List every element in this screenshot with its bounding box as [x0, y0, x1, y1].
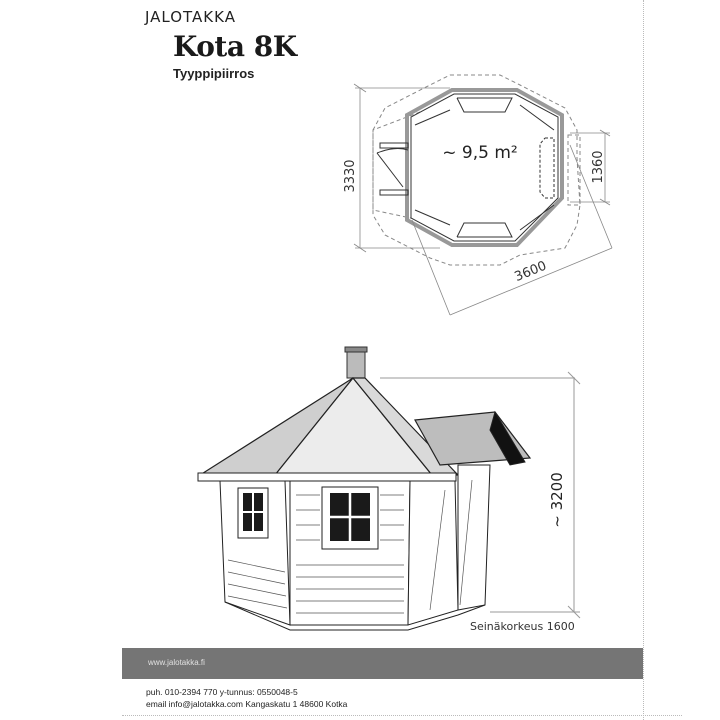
dimension-depth: 3330 — [343, 159, 358, 193]
dimension-width: 3600 — [512, 258, 549, 285]
page-subtitle: Tyyppipiirros — [173, 66, 255, 81]
website-link[interactable]: www.jalotakka.fi — [148, 658, 205, 667]
floor-area-label: ~ 9,5 m² — [442, 143, 518, 163]
total-height-label: ~ 3200 — [548, 472, 566, 528]
dimension-extension: 1360 — [591, 150, 606, 184]
brand-logo: JALOTAKKA — [145, 8, 236, 26]
page-bottom-line — [122, 715, 682, 716]
page-margin-line — [643, 0, 644, 720]
page-title: Kota 8K — [173, 30, 297, 63]
floor-plan-drawing — [340, 70, 630, 320]
contact-address-line: email info@jalotakka.com Kangaskatu 1 48600 Kotka — [146, 699, 348, 709]
wall-height-label: Seinäkorkeus 1600 — [470, 620, 575, 633]
contact-phone-line: puh. 010-2394 770 y-tunnus: 0550048-5 — [146, 687, 298, 697]
house-elevation-drawing — [190, 340, 640, 640]
